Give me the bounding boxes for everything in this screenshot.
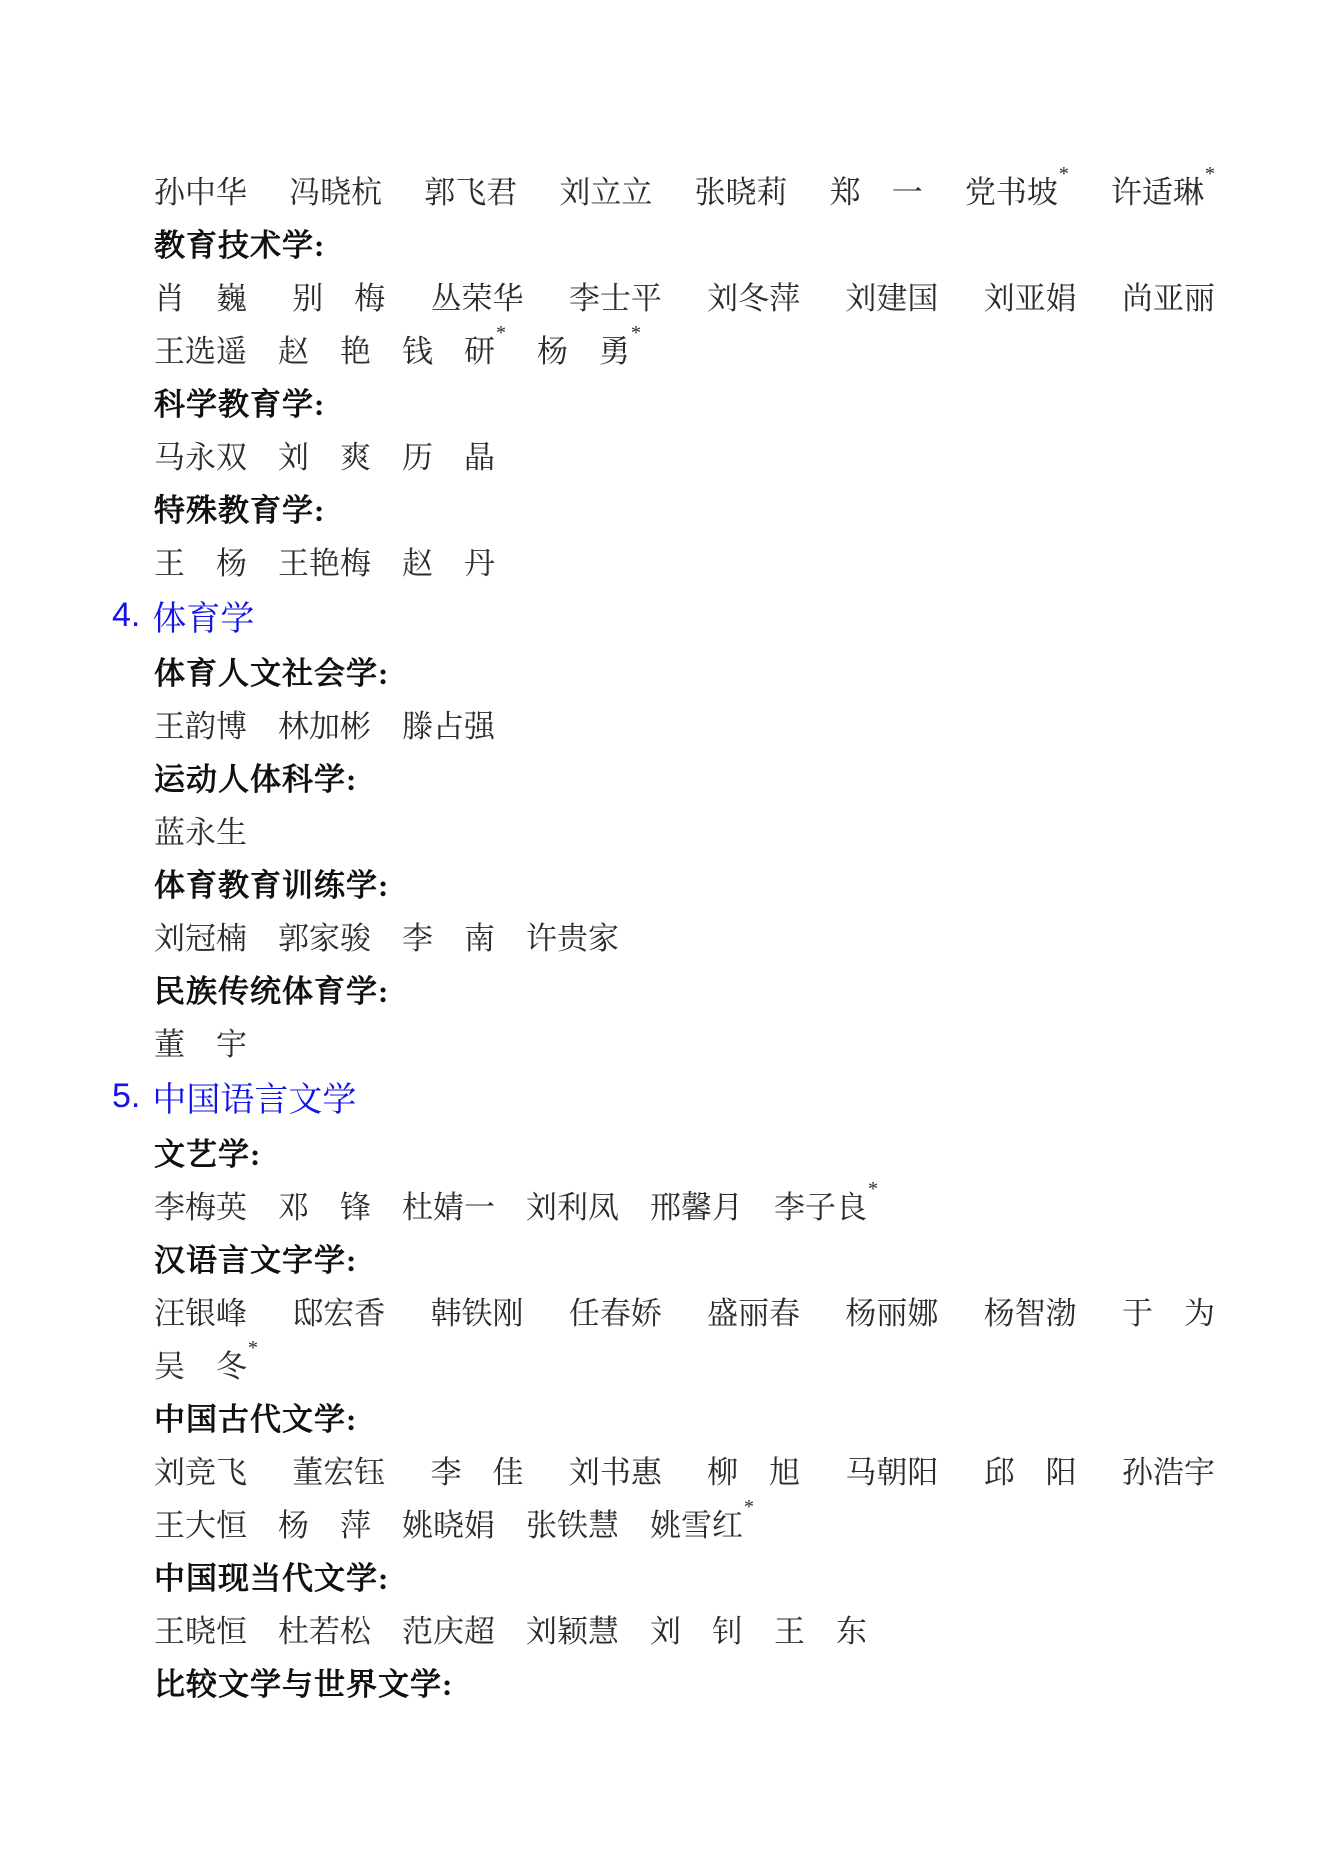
discipline-subheading — [0, 1549, 1215, 1602]
asterisk-mark: * — [248, 1336, 258, 1359]
person-name: 刘颖慧 — [526, 1614, 619, 1649]
name-line — [0, 1443, 1215, 1496]
name-line — [0, 322, 1215, 375]
name-line — [0, 909, 1215, 962]
person-name: 冯晓杭 — [289, 175, 383, 210]
person-name: 王韵博 — [154, 709, 247, 744]
person-name: 刘竞飞 — [154, 1455, 247, 1490]
person-name: 邢馨月 — [650, 1190, 743, 1225]
person-name: 赵 丹 — [402, 546, 495, 581]
person-name: 范庆超 — [402, 1614, 495, 1649]
discipline-subheading — [0, 856, 1215, 909]
person-name: 杜若松 — [278, 1614, 371, 1649]
person-name: 李 南 — [402, 921, 495, 956]
subheading-label: 运动人体科学: — [154, 762, 358, 797]
name-line — [0, 697, 1215, 750]
person-name: 马朝阳 — [845, 1455, 939, 1490]
person-name: 杜婧一 — [402, 1190, 495, 1225]
name-line — [0, 269, 1215, 322]
person-name: 尚亚丽 — [1121, 281, 1215, 316]
name-line — [0, 1337, 1215, 1390]
subheading-label: 汉语言文字学: — [154, 1243, 358, 1278]
person-name: 杨 萍 — [278, 1508, 371, 1543]
person-name: 张晓莉 — [694, 175, 788, 210]
subheading-label: 特殊教育学: — [154, 493, 326, 528]
person-name: 邓 锋 — [278, 1190, 371, 1225]
person-name: 李子良* — [774, 1177, 878, 1225]
person-name: 董 宇 — [154, 1027, 247, 1062]
person-name: 盛丽春 — [707, 1296, 801, 1331]
discipline-subheading — [0, 481, 1215, 534]
name-line — [0, 1284, 1215, 1337]
discipline-subheading — [0, 1231, 1215, 1284]
person-name: 刘书惠 — [568, 1455, 662, 1490]
name-line — [0, 1496, 1215, 1549]
person-name: 林加彬 — [278, 709, 371, 744]
person-name: 肖 巍 — [154, 281, 247, 316]
subheading-label: 科学教育学: — [154, 387, 326, 422]
person-name: 韩铁刚 — [430, 1296, 524, 1331]
person-name: 滕占强 — [402, 709, 495, 744]
person-name: 孙中华 — [154, 175, 247, 210]
person-name: 王艳梅 — [278, 546, 371, 581]
person-name: 任春娇 — [568, 1296, 662, 1331]
subheading-label: 文艺学: — [154, 1137, 262, 1172]
discipline-subheading — [0, 962, 1215, 1015]
asterisk-mark: * — [744, 1495, 754, 1518]
person-name: 刘立立 — [559, 175, 653, 210]
person-name: 汪银峰 — [154, 1296, 247, 1331]
name-line — [0, 803, 1215, 856]
person-name: 钱 研* — [402, 321, 506, 369]
person-name: 刘冠楠 — [154, 921, 247, 956]
person-name: 董宏钰 — [292, 1455, 386, 1490]
subheading-label: 中国现当代文学: — [154, 1561, 390, 1596]
person-name: 王晓恒 — [154, 1614, 247, 1649]
name-line — [0, 1178, 1215, 1231]
person-name: 刘 钊 — [650, 1614, 743, 1649]
person-name: 刘建国 — [845, 281, 939, 316]
person-name: 许贵家 — [526, 921, 619, 956]
subheading-label: 教育技术学: — [154, 228, 326, 263]
person-name: 刘利凤 — [526, 1190, 619, 1225]
name-line — [0, 428, 1215, 481]
person-name: 孙浩宇 — [1121, 1455, 1215, 1490]
section-title: 中国语言文学 — [152, 1081, 357, 1119]
discipline-subheading — [0, 750, 1215, 803]
person-name: 王 杨 — [154, 546, 247, 581]
person-name: 姚雪红* — [650, 1495, 754, 1543]
name-line — [0, 534, 1215, 587]
person-name: 党书坡* — [964, 162, 1069, 210]
person-name: 邸宏香 — [292, 1296, 386, 1331]
asterisk-mark: * — [1204, 162, 1215, 185]
subheading-label: 体育教育训练学: — [154, 868, 390, 903]
person-name: 王 东 — [774, 1614, 867, 1649]
person-name: 丛荣华 — [430, 281, 524, 316]
person-name: 赵 艳 — [278, 334, 371, 369]
person-name: 杨丽娜 — [845, 1296, 939, 1331]
discipline-subheading — [0, 1125, 1215, 1178]
person-name: 柳 旭 — [707, 1455, 801, 1490]
section-number: 5. — [112, 1077, 141, 1115]
subheading-label: 比较文学与世界文学: — [154, 1667, 454, 1702]
person-name: 王大恒 — [154, 1508, 247, 1543]
asterisk-mark: * — [868, 1177, 878, 1200]
subheading-label: 民族传统体育学: — [154, 974, 390, 1009]
asterisk-mark: * — [496, 321, 506, 344]
person-name: 李士平 — [568, 281, 662, 316]
person-name: 马永双 — [154, 440, 247, 475]
person-name: 刘亚娟 — [983, 281, 1077, 316]
name-line — [0, 1015, 1215, 1068]
name-line — [0, 1602, 1215, 1655]
person-name: 刘冬萍 — [707, 281, 801, 316]
section-title: 体育学 — [152, 600, 255, 638]
person-name: 李 佳 — [430, 1455, 524, 1490]
discipline-subheading — [0, 375, 1215, 428]
section-heading — [0, 1068, 1215, 1125]
person-name: 邱 阳 — [983, 1455, 1077, 1490]
person-name: 郭家骏 — [278, 921, 371, 956]
person-name: 蓝永生 — [154, 815, 247, 850]
person-name: 杨智渤 — [983, 1296, 1077, 1331]
person-name: 吴 冬* — [154, 1336, 258, 1384]
person-name: 许适琳* — [1110, 162, 1215, 210]
person-name: 杨 勇* — [537, 321, 641, 369]
person-name: 王选遥 — [154, 334, 247, 369]
section-heading — [0, 587, 1215, 644]
name-line — [0, 163, 1215, 216]
person-name: 李梅英 — [154, 1190, 247, 1225]
person-name: 别 梅 — [292, 281, 386, 316]
person-name: 张铁慧 — [526, 1508, 619, 1543]
person-name: 刘 爽 — [278, 440, 371, 475]
person-name: 郑 一 — [829, 175, 923, 210]
discipline-subheading — [0, 216, 1215, 269]
person-name: 于 为 — [1121, 1296, 1215, 1331]
section-number: 4. — [112, 596, 141, 634]
person-name: 郭飞君 — [424, 175, 518, 210]
person-name: 姚晓娟 — [402, 1508, 495, 1543]
discipline-subheading — [0, 1655, 1215, 1708]
discipline-subheading — [0, 644, 1215, 697]
asterisk-mark: * — [631, 321, 641, 344]
person-name: 历 晶 — [402, 440, 495, 475]
subheading-label: 中国古代文学: — [154, 1402, 358, 1437]
subheading-label: 体育人文社会学: — [154, 656, 390, 691]
asterisk-mark: * — [1058, 162, 1069, 185]
discipline-subheading — [0, 1390, 1215, 1443]
